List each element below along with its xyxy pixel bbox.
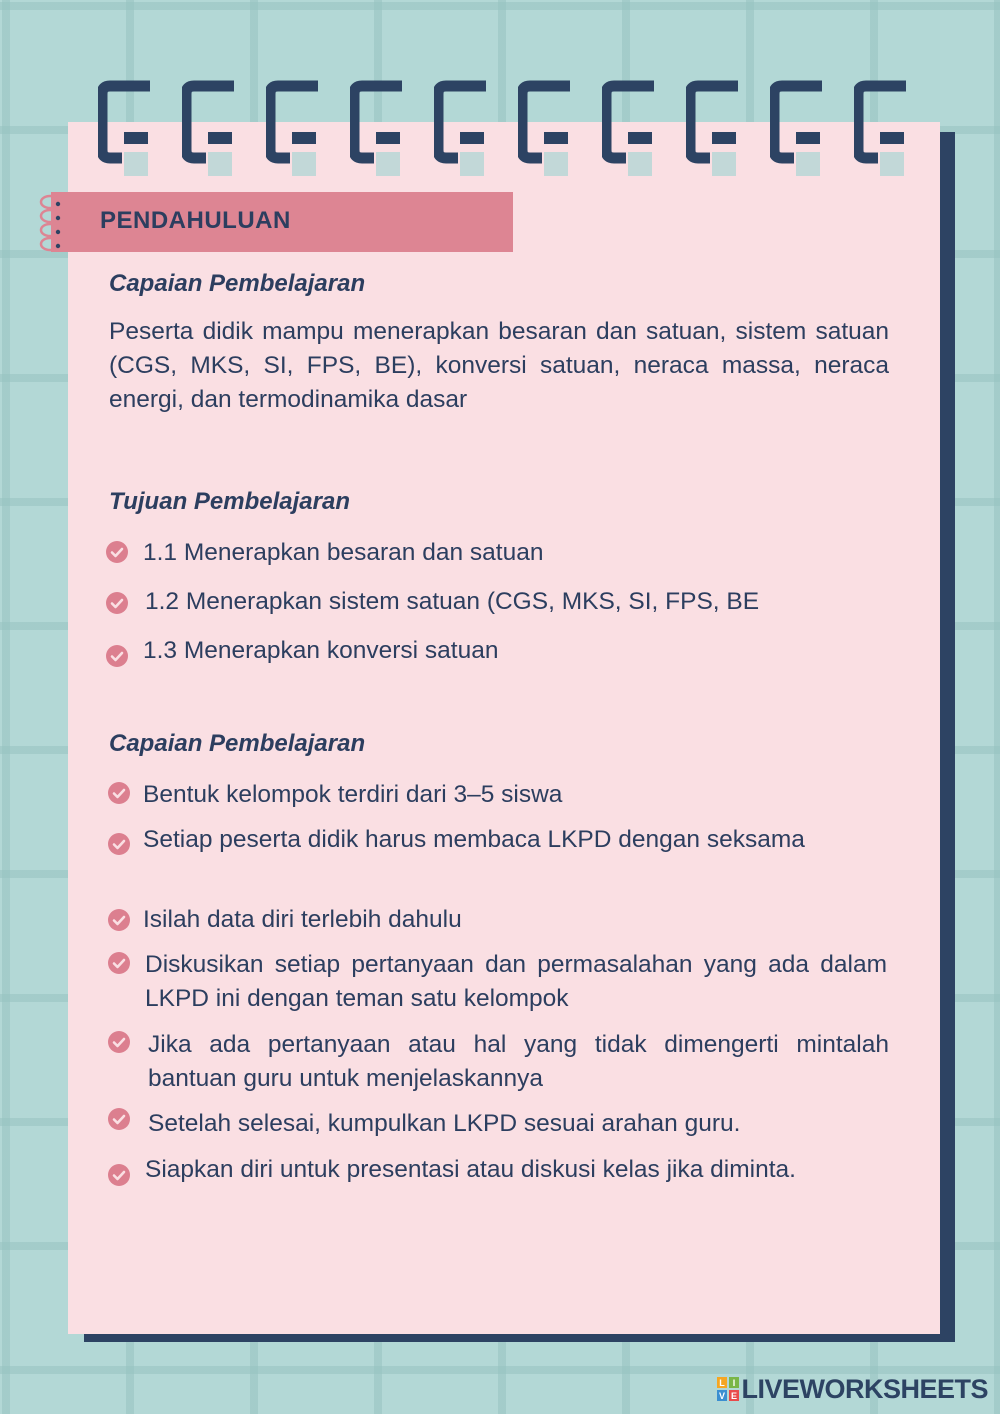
binder-ring-icon (686, 80, 738, 178)
binder-ring-icon (266, 80, 318, 178)
binder-ring-icon (770, 80, 822, 178)
check-circle-icon (106, 645, 128, 667)
logo-letter: I (733, 1378, 736, 1388)
binder-ring-icon (350, 80, 402, 178)
binder-ring-icon (434, 80, 486, 178)
liveworksheets-logo-icon (717, 1377, 739, 1401)
logo-letter: E (731, 1391, 738, 1401)
check-circle-icon (106, 592, 128, 614)
liveworksheets-brand (717, 1372, 988, 1406)
section-title: PENDAHULUAN (100, 207, 291, 234)
check-circle-icon (108, 1108, 130, 1130)
tujuan-item: 1.2 Menerapkan sistem satuan (CGS, MKS, SI, FPS, BE (145, 588, 760, 615)
brand-name[interactable]: LIVEWORKSHEETS (741, 1373, 988, 1404)
check-circle-icon (108, 909, 130, 931)
petunjuk-item: Isilah data diri terlebih dahulu (143, 906, 462, 933)
check-circle-icon (108, 1031, 130, 1053)
binder-ring-icon (182, 80, 234, 178)
binder-ring-icon (854, 80, 906, 178)
binder-rings (98, 80, 908, 178)
check-circle-icon (108, 782, 130, 804)
petunjuk-item: Setelah selesai, kumpulkan LKPD sesuai arahan guru. (148, 1110, 741, 1137)
logo-letter: L (719, 1378, 726, 1388)
tujuan-item: 1.1 Menerapkan besaran dan satuan (143, 539, 544, 566)
binder-ring-icon (518, 80, 570, 178)
logo-letter: V (719, 1391, 726, 1401)
tujuan-heading: Tujuan Pembelajaran (109, 488, 350, 515)
binder-ring-icon (602, 80, 654, 178)
petunjuk-item: Jika ada pertanyaan atau hal yang tidak dimengerti mintalah bantuan guru untuk menjelaskannya (148, 1031, 889, 1092)
check-circle-icon (108, 952, 130, 974)
check-circle-icon (108, 833, 130, 855)
tujuan-item: 1.3 Menerapkan konversi satuan (143, 637, 499, 664)
petunjuk-item: Siapkan diri untuk presentasi atau diskusi kelas jika diminta. (145, 1156, 796, 1183)
petunjuk-item: Setiap peserta didik harus membaca LKPD dengan seksama (143, 826, 805, 853)
capaian-heading: Capaian Pembelajaran (109, 270, 366, 297)
capaian-text: Peserta didik mampu menerapkan besaran dan satuan, sistem satuan (CGS, MKS, SI, FPS, BE), konversi satuan, neraca massa, neraca energi, dan termodinamika dasar (109, 318, 889, 413)
check-circle-icon (108, 1164, 130, 1186)
petunjuk-heading: Capaian Pembelajaran (109, 730, 366, 757)
petunjuk-item: Bentuk kelompok terdiri dari 3–5 siswa (143, 781, 563, 808)
binder-ring-icon (98, 80, 150, 178)
spiral-coil-icon (38, 192, 68, 254)
check-circle-icon (106, 541, 128, 563)
petunjuk-item: Diskusikan setiap pertanyaan dan permasalahan yang ada dalam LKPD ini dengan teman satu kelompok (145, 951, 887, 1012)
